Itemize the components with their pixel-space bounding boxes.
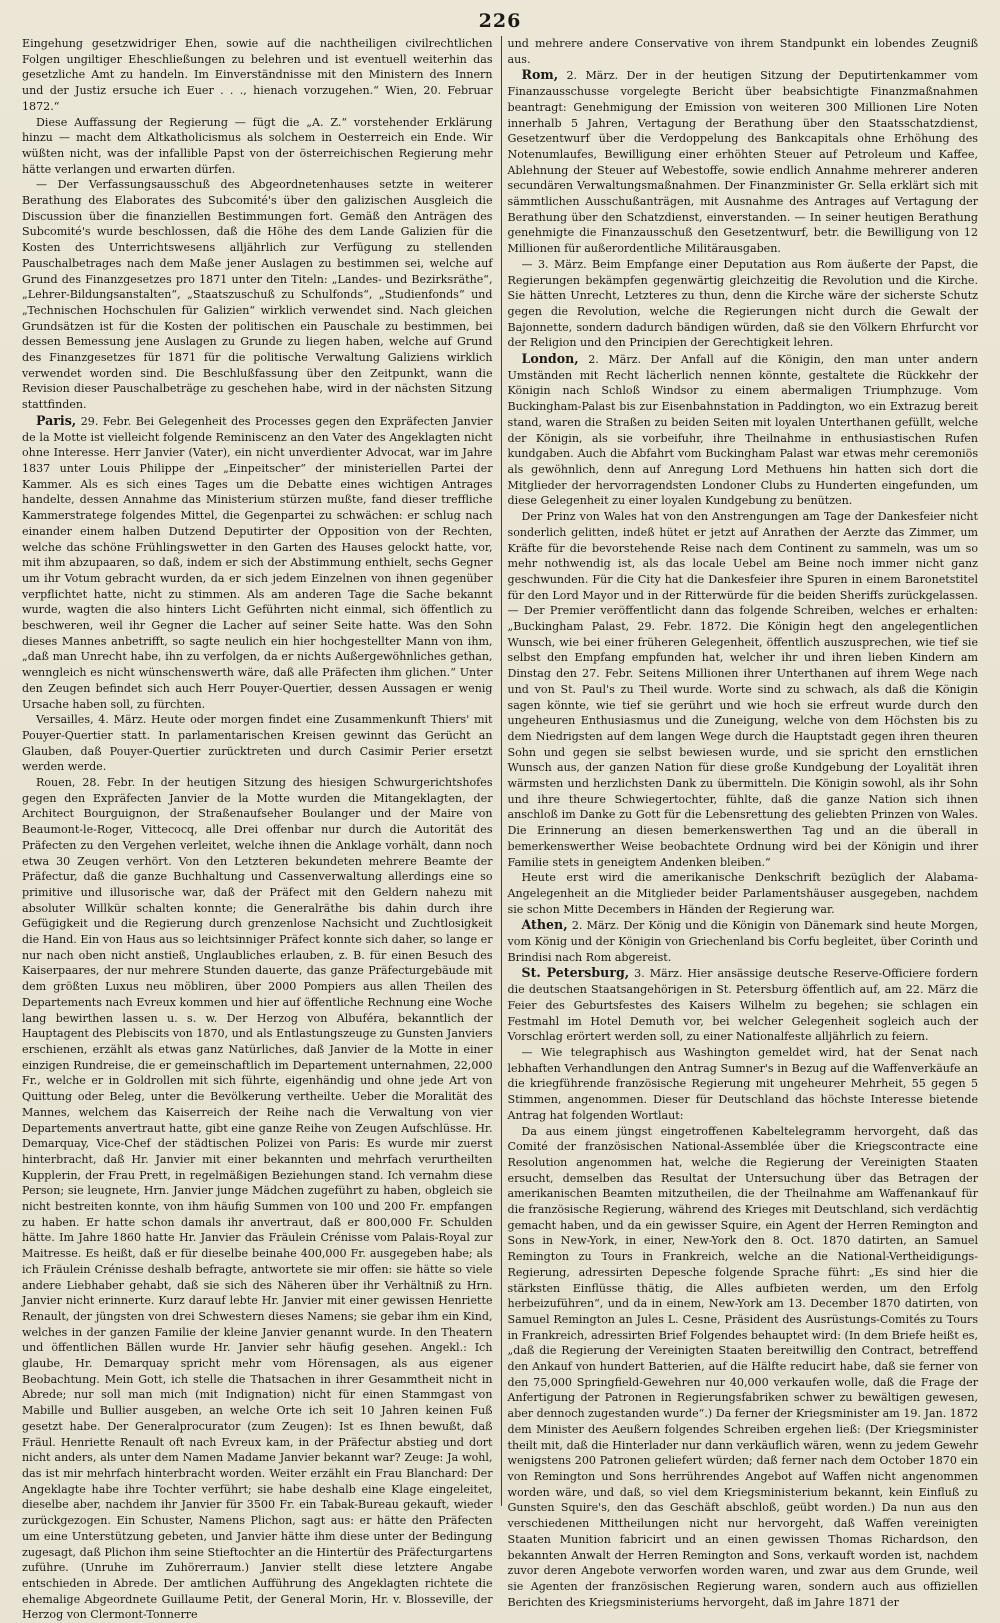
article-text: Diese Auffassung der Regierung — fügt die „A. Z.“ vorstehender Erklärung hinzu — macht dem Altkatholicismus als solchem in Oesterreich ein Ende. Wir wüßten nicht, was der infallible Papst von der österreichischen Regierung mehr hätte verlangen und erwarten dürfen. [22,115,493,176]
right-column [507,36,979,1609]
article-text: Versailles, 4. März. Heute oder morgen findet eine Zusammenkunft Thiers' mit Pouyer-Quertier statt. In parlamentarischen Kreisen gewinnt das Gerücht an Glauben, daß Pouyer-Quertier zurücktreten und durch Casimir Perier ersetzt werden werde. [22,713,493,774]
article-text: 2. März. Der Anfall auf die Königin, den man unter andern Umständen mit Recht lächerlich nennen könnte, gestaltete die Rückkehr der Königin nach Schloß Windsor zu einem abermaligen Triumphzuge. Vom Buckingham-Palast bis zur Eisenbahnstation in Paddington, wo ein Extrazug bereit stand, waren die Straßen zu beiden Seiten mit loyalen Unterthanen gefüllt, welche der Königin, als sie vorbeifuhr, ihre Theilnahme in enthusiastischen Rufen kundgaben. Auch die Abfahrt vom Buckingham Palast war etwas mehr ceremoniös als gewöhnlich, denn auf Anregung Lord Methuens hin hatten sich dort die Mitglieder der hervorragendsten Londoner Clubs zu Hunderten eingefunden, um diese Gelegenheit zu einer loyalen Kundgebung zu benützen. [507,353,979,508]
article-text: 2. März. Der König und die Königin von Dänemark sind heute Morgen, vom König und der Königin von Griechenland bis Corfu begleitet, über Corinth und Brindisi nach Rom abgereist. [507,919,979,964]
page-number: 226 [478,10,522,32]
article-text: Eingehung gesetzwidriger Ehen, sowie auf die nachtheiligen civilrechtlichen Folgen ungiltiger Eheschließungen zu belehren und ist eventuell weiterhin das gesetzliche Amt zu handeln. Im Einverständnisse mit den Ministern des Innern und der Justiz ersuche ich Euer . . ., hienach vorzugehen.“ Wien, 20. Februar 1872.“ [22,37,493,113]
article-text: — Der Verfassungsausschuß des Abgeordnetenhauses setzte in weiterer Berathung des Elaborates des Subcomité's über den galizischen Ausgleich die Discussion über die finanziellen Bestimmungen fort. Gemäß den Anträgen des Subcomité's wurde beschlossen, daß die Höhe des dem Lande Galizien für die Kosten des Unterrichtswesens alljährlich zur Verfügung zu stellenden Pauschalbetrages nach dem Maße jener Auslagen zu bestimmen sei, welche auf Grund des Finanzgesetzes pro 1871 unter den Titeln: „Landes- und Bezirksräthe“, „Lehrer-Bildungsanstalten“, „Staatszuschuß zu Schulfonds“, „Studienfonds“ und „Technischen Hochschulen für Galizien“ wirklich verwendet sind. Nach gleichen Grundsätzen ist für die Kosten der politischen ein Pauschale zu bestimmen, bei dessen Bemessung jene Auslagen zu Grunde zu liegen haben, welche auf Grund des Finanzgesetzes für 1871 für die politische Verwaltung Galiziens wirklich verwendet worden sind. Die Beschlußfassung über den Zeitpunkt, wann die Revision dieser Pauschalbeträge zu geschehen habe, wird in der nächsten Sitzung stattfinden. [22,178,493,412]
article-petersburg [508,965,979,1045]
dateline-place: Athen, [521,917,568,933]
dateline-place: Rom, [521,67,559,83]
dateline-place: London, [521,351,579,367]
text-columns [22,36,979,1622]
article-text: Heute erst wird die amerikanische Denkschrift bezüglich der Alabama-Angelegenheit an die Mitglieder beider Parlamentshäuser ausgegeben, nachdem sie schon Mitte Decembers in Händen der Regierung war. [507,871,979,916]
article-text: und mehrere andere Conservative von ihrem Standpunkt ein lobendes Zeugniß aus. [507,37,979,66]
article-london [508,351,979,509]
article-text: — 3. März. Beim Empfange einer Deputation aus Rom äußerte der Papst, die Regierungen bekämpfen gegenwärtig gleichzeitig die Revolution und die Kirche. Sie hätten Unrecht, Letzteres zu thun, denn die Kirche wäre der sicherste Schutz gegen die Revolution, welche die Regierungen nicht durch die Gewalt der Bajonnette, sondern dadurch bändigen würden, daß sie den Völkern Ehrfurcht vor der Religion und den Principien der Gerechtigkeit lehren. [507,257,979,350]
article-paris [22,413,493,712]
article-text: Der Prinz von Wales hat von den Anstrengungen am Tage der Dankesfeier nicht sonderlich gelitten, indeß hütet er jetzt auf Anrathen der Aerzte das Zimmer, um Kräfte für die bevorstehende Reise nach dem Continent zu sammeln, was um so mehr nothwendig ist, als das locale Uebel am Beine noch immer nicht ganz geschwunden. Für die City hat die Dankesfeier ihre Spuren in einem Baronetstitel für den Lord Mayor und in der Ritterwürde für die beiden Sheriffs zurückgelassen. — Der Premier veröffentlicht dann das folgende Schreiben, welches er erhalten: „Buckingham Palast, 29. Febr. 1872. Die Königin hegt den angelegentlichen Wunsch, wie bei einer früheren Gelegenheit, öffentlich auszusprechen, wie tief sie selbst den Empfang empfunden hat, welcher ihr und ihren lieben Kindern am Dinstag den 27. Febr. Seitens Millionen ihrer Unterthanen auf ihrem Wege nach und von St. Paul's zu Theil wurde. Worte sind zu schwach, als daß die Königin sagen könnte, wie tief sie gerührt und wie hoch sie erfreut wurde durch den ungeheuren Enthusiasmus und die Zuneigung, welche von dem Höchsten bis zu dem Niedrigsten auf dem langen Wege durch die Hauptstadt gegen ihren theuren Sohn und gegen sie selbst bewiesen wurde, und sie spricht den ernstlichen Wunsch aus, der ganzen Nation für diese große Kundgebung der Loyalität ihren wärmsten und herzlichsten Dank zu übermitteln. Die Königin sowohl, als ihr Sohn und ihre theure Schwiegertochter, fühlte, daß die ganze Nation sich ihnen anschloß im Danke zu Gott für die Lebensrettung des geliebten Prinzen von Wales. Die Erinnerung an diesen bemerkenswerthen Tag und an die überall in bemerkenswerther Weise beobachtete Ordnung wird bei der Königin und ihrer Familie stets in geneigtem Andenken bleiben.“ [507,510,979,869]
article-text: Rouen, 28. Febr. In der heutigen Sitzung des hiesigen Schwurgerichtshofes gegen den Expräfecten Janvier de la Motte wurden die Mitangeklagten, der Architect Bourguignon, der Straßenaufseher Boulanger und der Maire von Beaumont-le-Roger, Vittecocq, alle Drei offenbar nur durch die Autorität des Präfecten zu den Vergehen verleitet, welche ihnen die Anklage vorhält, dann noch etwa 30 Zeugen verhört. Von den Letzteren bekundeten mehrere Beamte der Präfectur, daß die ganze Buchhaltung und Cassenverwaltung allerdings eine so primitive und illusorische war, daß der Präfect mit den Geldern nahezu mit absoluter Willkür schalten konnte; die Generalräthe bis dahin durch ihre Gefügigkeit und die Regierung durch grenzenlose Nachsicht und Zuchtlosigkeit die Hand. Ein von Haus aus so leichtsinniger Präfect konnte sich daher, so lange er nur nach oben nicht anstieß, Unglaubliches erlauben, z. B. für einen Besuch des Kaiserpaares, der nur mehrere Stunden dauerte, das ganze Präfecturgebäude mit dem größten Luxus neu möbliren, über 2000 Pompiers aus allen Theilen des Departements nach Evreux kommen und hier auf öffentliche Rechnung eine Woche lang bewirthen lassen u. s. w. Der Herzog von Albuféra, bekanntlich der Hauptagent des Plebiscits von 1870, und als Entlastungszeuge zu Gunsten Janviers erschienen, erzählt als etwas ganz Natürliches, daß Janvier de la Motte in einer einzigen Rundreise, die er gemeinschaftlich im Departement unternahmen, 22,000 Fr., welche er in Goldrollen mit sich führte, eigenhändig und ohne jede Art von Quittung oder Beleg, unter die Bevölkerung vertheilte. Ueber die Moralität des Mannes, welchem das Kaiserreich der Reihe nach die Verwaltung von vier Departements anvertraut hatte, gibt eine ganze Reihe von Zeugen Aufschlüsse. Hr. Demarquay, Vice-Chef der städtischen Polizei von Paris: Es wurde mir zuerst hinterbracht, daß Hr. Janvier mit einer bekannten und mehrfach verurtheilten Kupplerin, der Frau Prett, in regelmäßigen Beziehungen stand. Ich vernahm diese Person; sie leugnete, Hrn. Janvier junge Mädchen zugeführt zu haben, obgleich sie nicht bestreiten konnte, von ihm häufig Summen von 100 und 200 Fr. empfangen zu haben. Er hatte schon damals ihr anvertraut, daß er 800,000 Fr. Schulden hätte. Im Jahre 1860 hatte Hr. Janvier das Fräulein Crénisse vom Palais-Royal zur Maitresse. Es heißt, daß er für dieselbe beinahe 400,000 Fr. ausgegeben habe; als ich Fräulein Crénisse deshalb befragte, antwortete sie mir offen: sie hätte so viele andere Liebhaber gehabt, daß sie sich des Näheren über ihr Verhältniß zu Hrn. Janvier nicht erinnerte. Kurz darauf lebte Hr. Janvier mit einer gewissen Henriette Renault, der jüngsten von drei Schwestern dieses Namens; sie gebar ihm ein Kind, welches in der ganzen Familie der kleine Janvier genannt wurde. In den Theatern und öffentlichen Bällen wurde Hr. Janvier sehr häufig gesehen. Angekl.: Ich glaube, Hr. Demarquay spricht mehr vom Hörensagen, als aus eigener Beobachtung. Mein Gott, ich stelle die Thatsachen in ihrer Gesammtheit nicht in Abrede; nur soll man mich (mit Indignation) nicht für einen Stammgast von Mabille und Bullier ausgeben, an welche Orte ich seit 10 Jahren keinen Fuß gesetzt habe. Der Generalprocurator (zum Zeugen): Ist es Ihnen bewußt, daß Fräul. Henriette Renault oft nach Evreux kam, in der Präfectur abstieg und dort nicht anders, als unter dem Namen Madame Janvier bekannt war? Zeuge: Ja wohl, das ist mir mehrfach hinterbracht worden. Weiter erzählt ein Frau Blanchard: Der Angeklagte habe ihre Tochter verführt; sie habe deshalb eine Klage eingeleitet, dieselbe aber, nachdem ihr Janvier für 3500 Fr. ein Tabak-Bureau gekauft, wieder zurückgezogen. Ein Schuster, Namens Plichon, sagt aus: er hätte den Präfecten um eine Unterstützung gebeten, und Janvier hätte ihm diese unter der Bedingung zugesagt, daß Plichon ihm seine Stieftochter an die Hintertür des Präfecturgartens zuführe. (Unruhe im Zuhörerraum.) Janvier stellt diese letztere Angabe entschieden in Abrede. Der amtlichen Aufführung des Angeklagten richtete die ehemalige Abgeordnete Guillaume Petit, der General Morin, Hr. v. Blosseville, der Herzog von Clermont-Tonnerre [22,776,493,1622]
dateline-place: St. Petersburg, [521,965,630,981]
left-column [22,36,493,1622]
dateline-place: Paris, [36,412,77,428]
column-divider [501,36,502,1506]
article-text: 3. März. Hier ansässige deutsche Reserve-Officiere fordern die deutschen Staatsangehörigen in St. Petersburg öffentlich auf, am 22. März die Feier des Geburtsfestes des Kaisers Wilhelm zu begehen; sie schlagen ein Festmahl im Hotel Demuth vor, bei welcher Gelegenheit sogleich auch der Vorschlag erörtert werden soll, zu einer Nationalfeste alljährlich zu feiern. [507,967,979,1044]
article-text: — Wie telegraphisch aus Washington gemeldet wird, hat der Senat nach lebhaften Verhandlungen den Antrag Sumner's in Bezug auf die Waffenverkäufe an die kriegführende französische Regierung mit ungeheurer Mehrheit, 55 gegen 5 Stimmen, angenommen. Dieser für Deutschland das höchste Interesse bietende Antrag hat folgenden Wortlaut: [507,1046,979,1122]
article-text: 2. März. Der in der heutigen Sitzung der Deputirtenkammer vom Finanzausschusse vorgelegte Bericht über beabsichtigte Finanzmaßnahmen beantragt: Genehmigung der Emission von weiteren 300 Millionen Lire Noten innerhalb 5 Jahren, Vertagung der Berathung über den Staatsschatzdienst, Gesetzentwurf über die Verdoppelung des Bankcapitals ohne Erhöhung des Notenumlaufes, Bewilligung einer erhöhten Steuer auf Petroleum und Kaffee, Ablehnung der Steuer auf Webestoffe, sowie endlich Annahme mehrerer anderen secundären Verwaltungsmaßnahmen. Der Finanzminister Gr. Sella erklärt sich mit sämmtlichen Ausschußanträgen, mit Ausnahme des Antrages auf Vertagung der Berathung über den Schatzdienst, einverstanden. — In seiner heutigen Berathung genehmigte die Finanzausschuß den Gesetzentwurf, betr. die Bewilligung von 12 Millionen für außerordentliche Militärausgaben. [507,69,979,256]
article-text: Da aus einem jüngst eingetroffenen Kabeltelegramm hervorgeht, daß das Comité der französischen National-Assemblée über die Kriegscontracte eine Resolution angenommen hat, welche die Regierung der Vereinigten Staaten ersucht, demselben das Resultat der Untersuchung über das Betragen der amerikanischen Beamten mitzutheilen, die der Theilnahme am Waffenankauf für die französische Regierung, während des Krieges mit Deutschland, sich verdächtig gemacht haben, und da ein gewisser Squire, ein Agent der Herren Remington and Sons in New-York, in einer, New-York den 8. Oct. 1870 datirten, an Samuel Remington zu Tours in Frankreich, welche an die National-Vertheidigungs-Regierung, adressirten Depesche folgende Sprache führt: „Es sind hier die stärksten Einflüsse thätig, die Alles aufbieten werden, um den Erfolg herbeizuführen“, und da in einem, New-York am 13. December 1870 datirten, von Samuel Remington an Jules L. Cesne, Präsident des Ausrüstungs-Comités zu Tours in Frankreich, adressirten Brief Folgendes behauptet wird: (In dem Briefe heißt es, „daß die Regierung der Vereinigten Staaten bereitwillig den Contract, betreffend den Ankauf von hundert Batterien, auf die Hälfte reducirt habe, daß sie ferner von den 75,000 Springfield-Gewehren nur 40,000 verkaufen wolle, daß die Frage der Anfertigung der Patronen in Regierungsfabriken schwer zu bewältigen gewesen, aber dennoch zugestanden wurde“.) Da ferner der Kriegsminister am 19. Jan. 1872 dem Minister des Aeußern folgendes Schreiben ergehen ließ: (Der Kriegsminister theilt mit, daß die Hinterlader nur dann verkäuflich wären, wenn zu jedem Gewehr wenigstens 200 Patronen geliefert würden; daß ferner nach dem October 1870 ein von Remington und Sons herrührendes Angebot auf Waffen nicht angenommen worden wäre, und daß, so viel dem Kriegsministerium bekannt, kein Einfluß zu Gunsten Squire's, den das Geschäft abschloß, geübt worden.) Da nun aus den verschiedenen Mittheilungen nicht nur hervorgeht, daß Waffen vereinigten Staaten Munition fabricirt und an einen gewissen Thomas Richardson, den bekannten Anwalt der Herren Remington and Sons, verkauft worden ist, nachdem zuvor deren Angebote verworfen worden waren, und zwar aus dem Grunde, weil sie Agenten der französischen Regierung waren, sondern auch aus offiziellen Berichten des Kriegsministeriums hervorgeht, daß im Jahre 1871 der [507,1124,979,1609]
article-athen [508,917,979,965]
dateline-date: 29. Febr. [80,414,132,428]
article-rom [508,67,979,256]
article-text: Bei Gelegenheit des Processes gegen den Expräfecten Janvier de la Motte ist vielleicht folgende Reminiscenz an den Vater des Angeklagten nicht ohne Interesse. Herr Janvier (Vater), ein nicht unverdienter Advocat, war im Jahre 1837 unter Louis Philippe der „Einpeitscher“ der ministeriellen Partei der Kammer. Als es sich eines Tages um die Debatte eines wichtigen Antrages handelte, dessen Annahme das Ministerium stürzen mußte, fand dieser treffliche Kammerstratege folgendes Mittel, die Gegenpartei zu schwächen: er schlug nach einander einem halben Dutzend Deputirter der Opposition von der Rechten, welche das schöne Frühlingswetter in den Garten des Hauses gelockt hatte, vor, mit ihm abzupaaren, so daß, indem er sich der Abstimmung enthielt, sechs Gegner um ihr Votum gebracht wurden, da er sich jedem Einzelnen von ihnen gegenüber verpflichtet hatte, nicht zu stimmen. Als am anderen Tage die Sache bekannt wurde, wagten die also hinters Licht Geführten nicht einmal, sich öffentlich zu beschweren, weil ihr Gegner die Lacher auf seiner Seite hatte. Was den Sohn dieses Mannes anbetrifft, so sagte neulich ein hier hochgestellter Mann von ihm, „daß man Unrecht habe, ihn zu verfolgen, da er nichts Außergewöhnliches gethan, wenngleich es nicht wünschenswerth wäre, daß alle Präfecten ihm glichen.“ Unter den Zeugen befindet sich auch Herr Pouyer-Quertier, dessen Aussagen er wenig Ursache haben soll, zu fürchten. [22,414,493,711]
